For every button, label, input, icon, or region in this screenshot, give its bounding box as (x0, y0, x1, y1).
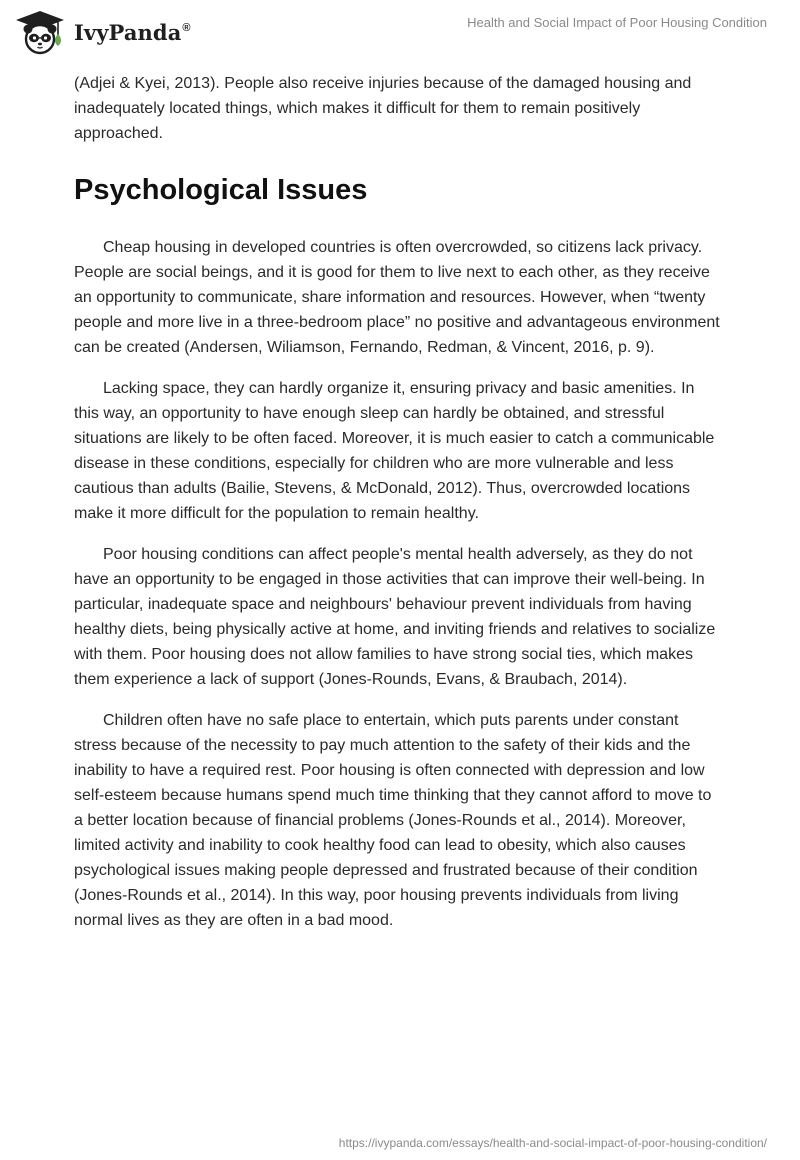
paragraph-1: Cheap housing in developed countries is often overcrowded, so citizens lack privacy. People are social beings, and it is good for them to live next to each other, as they receive an opportunity to communicate, share information and resources. However, when “twenty people and more live in a three-bedroom place” no positive and advantageous environment can be created (Andersen, Wiliamson, Fernando, Redman, & Vincent, 2016, p. 9). (74, 239, 720, 356)
ivypanda-logo[interactable] (14, 9, 191, 55)
page-header (0, 0, 800, 60)
paragraph-2: Lacking space, they can hardly organize it, ensuring privacy and basic amenities. In this way, an opportunity to have enough sleep can hardly be obtained, and stressful situations are likely to be often faced. Moreover, it is much easier to catch a communicable disease in these conditions, especially for children who are more vulnerable and less cautious than adults (Bailie, Stevens, & McDonald, 2012). Thus, overcrowded locations make it more difficult for the population to remain healthy. (74, 380, 715, 522)
paragraph-4: Children often have no safe place to entertain, which puts parents under constant stress because of the necessity to pay much attention to the safety of their kids and the inability to have a required rest. Poor housing is often connected with depression and low self-esteem because humans spend much time thinking that they cannot afford to move to a better location because of financial problems (Jones-Rounds et al., 2014). Moreover, limited activity and inability to cook healthy food can lead to obesity, which also causes psychological issues making people depressed and frustrated because of their condition (Jones-Rounds et al., 2014). In this way, poor housing prevents individuals from living normal lives as they are often in a bad mood. (74, 712, 712, 929)
brand-name: IvyPanda® (74, 19, 191, 45)
essay-body (74, 71, 722, 949)
section-heading: Psychological Issues (74, 174, 368, 206)
intro-paragraph: (Adjei & Kyei, 2013). People also receive injuries because of the damaged housing and inadequately located things, which makes it difficult for them to remain positively approached. (74, 75, 692, 142)
document-title: Health and Social Impact of Poor Housing Condition (467, 15, 767, 30)
paragraph-3: Poor housing conditions can affect people's mental health adversely, as they do not have an opportunity to be engaged in those activities that can improve their well-being. In particular, inadequate space and neighbours' behaviour prevent individuals from having healthy diets, being physically active at home, and inviting friends and relatives to socialize with them. Poor housing does not allow families to have strong social ties, which makes them experience a lack of support (Jones-Rounds, Evans, & Braubach, 2014). (74, 546, 716, 688)
panda-graduate-icon (14, 9, 66, 55)
source-url[interactable]: https://ivypanda.com/essays/health-and-social-impact-of-poor-housing-condition/ (338, 1136, 767, 1150)
